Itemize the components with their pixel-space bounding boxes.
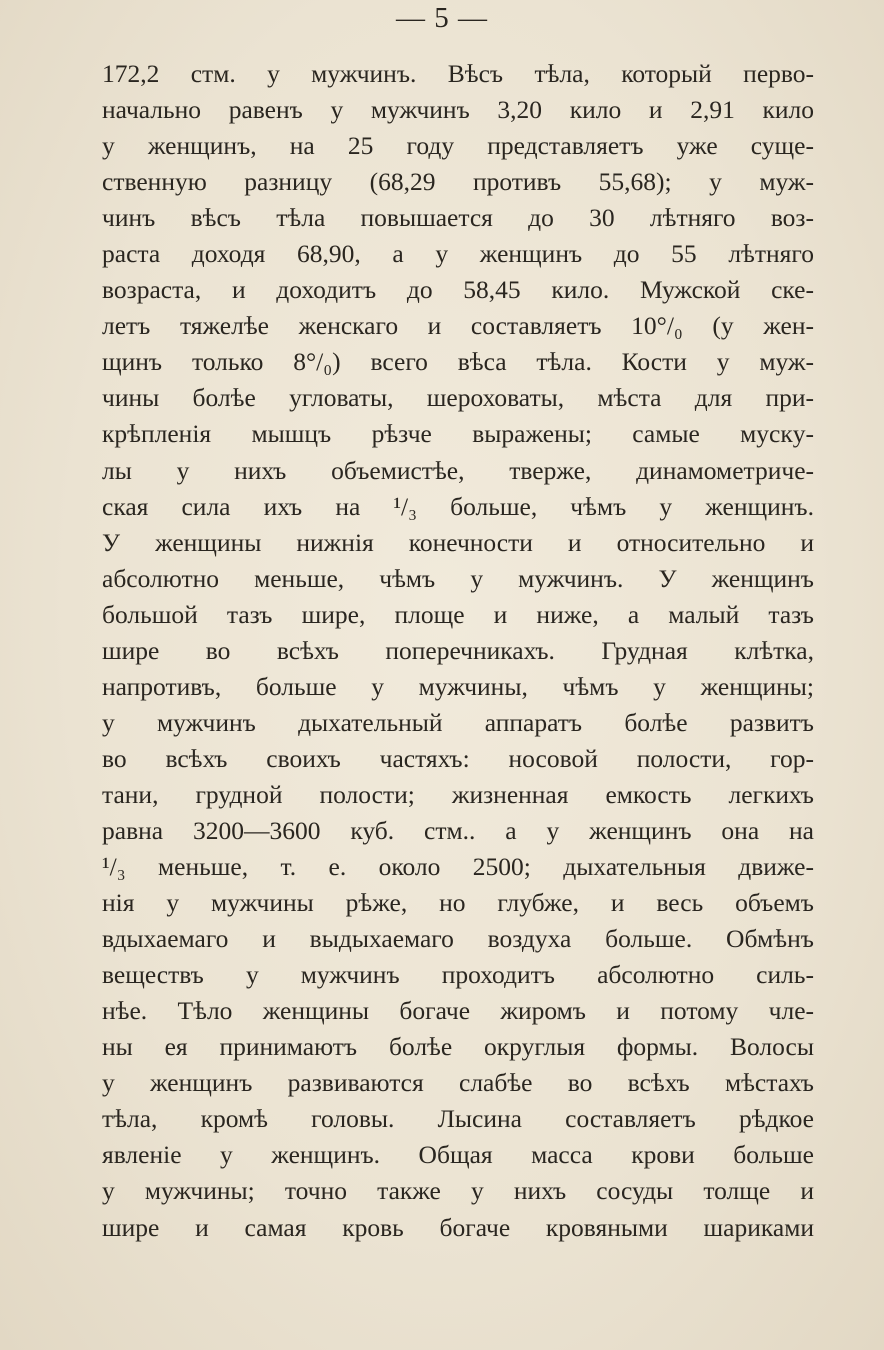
text-line: вдыхаемаго и выдыхаемаго воздуха больше. Обмѣнъ — [102, 924, 814, 954]
page-number: — 5 — — [396, 2, 488, 34]
text-line: напротивъ, больше у мужчины, чѣмъ у женщины; — [102, 671, 814, 701]
text-line: крѣпленія мышцъ рѣзче выражены; самые мускy- — [102, 419, 814, 449]
text-line: 172,2 стм. у мужчинъ. Вѣсъ тѣла, который перво- — [102, 59, 814, 88]
text-line: ственную разницу (68,29 противъ 55,68); у муж- — [102, 167, 814, 197]
text-line: ¹/₃ меньше, т. е. около 2500; дыхательныя движе- — [102, 852, 814, 882]
text-line: у женщинъ, на 25 году представляетъ уже суще- — [102, 131, 814, 161]
text-line: ская сила ихъ на ¹/₃ больше, чѣмъ у женщинъ. — [102, 491, 814, 521]
text-line: явленіе у женщинъ. Общая масса крови больше — [102, 1140, 814, 1170]
text-line: чинъ вѣсъ тѣла повышается до 30 лѣтняго воз- — [102, 203, 814, 233]
body-text — [102, 56, 814, 1246]
text-line: у мужчины; точно также у нихъ сосуды толще и — [102, 1176, 814, 1206]
text-line: нія у мужчины рѣже, но глубже, и весь объемъ — [102, 888, 814, 918]
text-line: у женщинъ развиваются слабѣе во всѣхъ мѣстахъ — [102, 1068, 814, 1098]
text-line: у мужчинъ дыхательный аппаратъ болѣе развитъ — [102, 707, 814, 737]
text-line: раста доходя 68,90, а у женщинъ до 55 лѣтняго — [102, 239, 814, 269]
text-line: лы у нихъ объемистѣе, тверже, динамометриче- — [102, 455, 814, 485]
text-line: начально равенъ у мужчинъ 3,20 кило и 2,91 кило — [102, 95, 814, 125]
text-line: нѣе. Тѣло женщины богаче жиромъ и потому чле- — [102, 996, 814, 1026]
text-line: летъ тяжелѣе женскаго и составляетъ 10°/₀ (у жен- — [102, 311, 814, 341]
text-line: шире во всѣхъ поперечникахъ. Грудная клѣтка, — [102, 635, 814, 665]
text-line: ны ея принимаютъ болѣе округлыя формы. Волосы — [102, 1032, 814, 1062]
text-line: шире и самая кровь богаче кровяными шариками — [102, 1212, 814, 1242]
text-line: веществъ у мужчинъ проходитъ абсолютно силь- — [102, 960, 814, 990]
text-line: тѣла, кромѣ головы. Лысина составляетъ рѣдкое — [102, 1104, 814, 1134]
text-line: У женщины нижнія конечности и относительно и — [102, 527, 814, 557]
text-line: во всѣхъ своихъ частяхъ: носовой полости, гор- — [102, 743, 814, 773]
text-line: большой тазъ шире, площе и ниже, а малый тазъ — [102, 599, 814, 629]
text-line: равна 3200—3600 куб. стм.. а у женщинъ она на — [102, 815, 814, 845]
text-line: щинъ только 8°/₀) всего вѣса тѣла. Кости у муж- — [102, 347, 814, 377]
text-line: чины болѣе угловаты, шероховаты, мѣста для при- — [102, 383, 814, 413]
text-line: тани, грудной полости; жизненная емкость легкихъ — [102, 779, 814, 809]
text-line: абсолютно меньше, чѣмъ у мужчинъ. У женщинъ — [102, 563, 814, 593]
text-line: возраста, и доходитъ до 58,45 кило. Мужской ске- — [102, 275, 814, 305]
